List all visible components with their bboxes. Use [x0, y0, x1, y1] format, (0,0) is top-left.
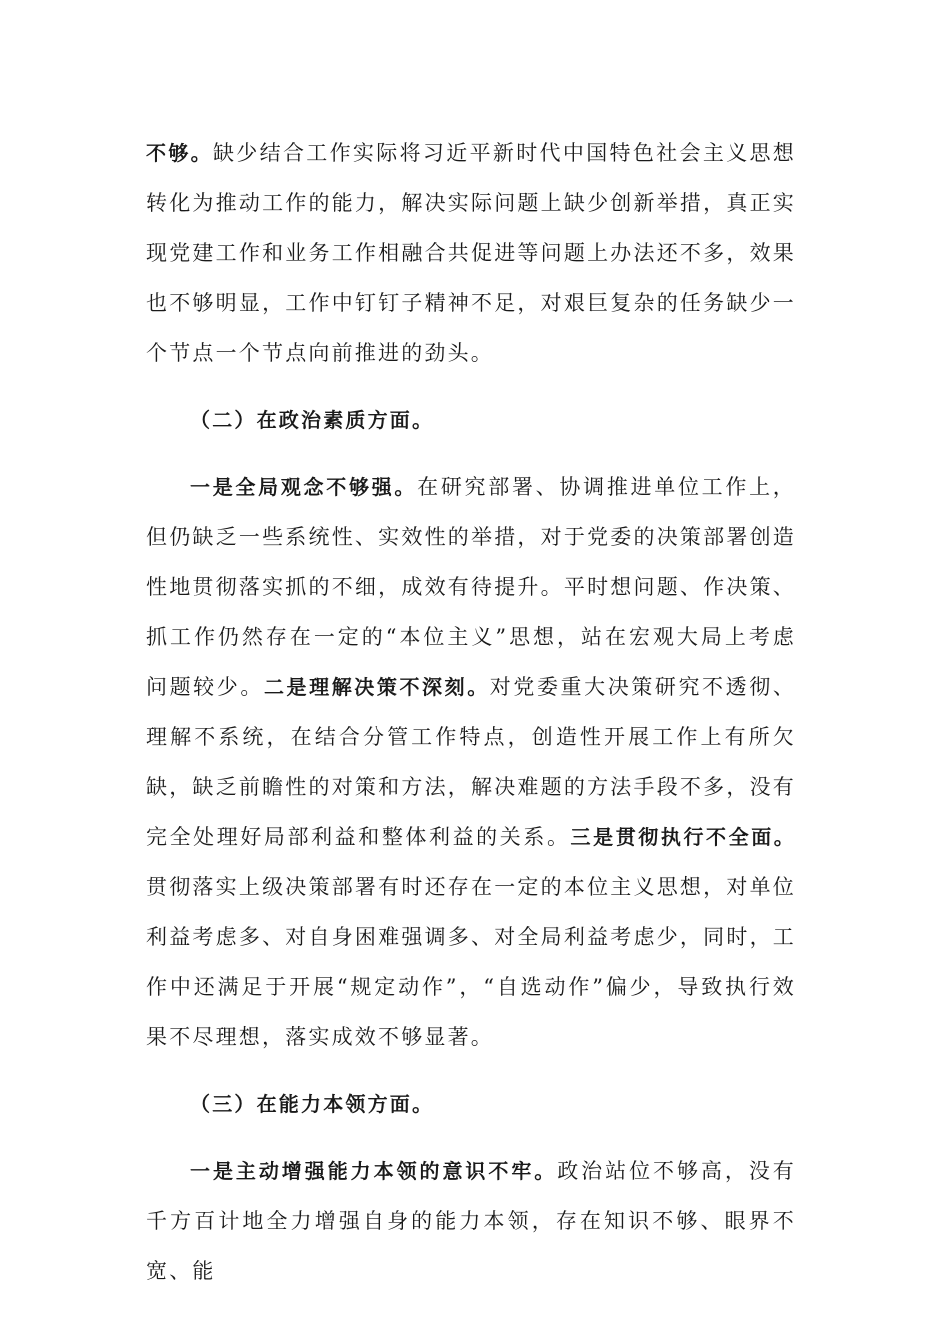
document-body	[146, 128, 796, 1313]
bold-lead-phrase: 二是理解决策不深刻。	[263, 675, 490, 699]
bold-lead-phrase: 一是全局观念不够强。	[190, 475, 418, 499]
section-heading-political-quality: （二）在政治素质方面。	[190, 408, 435, 432]
paragraph-text: 缺少结合工作实际将习近平新时代中国特色社会主义思想转化为推动工作的能力，解决实际问题上缺少创新举措，真正实现党建工作和业务工作相融合共促进等问题上办法还不多，效果也不够明显，工作中钉钉子精神不足，对艰巨复杂的任务缺少一个节点一个节点向前推进的劲头。	[146, 141, 796, 365]
paragraph-continuation	[146, 128, 796, 378]
paragraph-text: 政治站位不够高，没有千方百计地全力增强自身的能力本领，存在知识不够、眼界不宽、能	[146, 1159, 797, 1283]
paragraph-text: 在研究部署、协调推进单位工作上，但仍缺乏一些系统性、实效性的举措，对于党委的决策部署创造性地贯彻落实抓的不细，成效有待提升。平时想问题、作决策、抓工作仍然存在一定的“本位主义”思想，站在宏观大局上考虑问题较少。	[146, 475, 797, 699]
paragraph-text: 贯彻落实上级决策部署有时还存在一定的本位主义思想，对单位利益考虑多、对自身困难强调多、对全局利益考虑少，同时，工作中还满足于开展“规定动作”，“自选动作”偏少，导致执行效果不尽理想，落实成效不够显著。	[146, 875, 796, 1049]
bold-lead-phrase: 不够。	[146, 141, 213, 165]
paragraph-text: 对党委重大决策研究不透彻、理解不系统，在结合分管工作特点，创造性开展工作上有所欠缺，缺乏前瞻性的对策和方法，解决难题的方法手段不多，没有完全处理好局部利益和整体利益的关系。	[146, 675, 797, 849]
bold-lead-phrase: 一是主动增强能力本领的意识不牢。	[190, 1159, 558, 1183]
paragraph-political-quality	[146, 462, 796, 1062]
bold-lead-phrase: 三是贯彻执行不全面。	[570, 825, 796, 849]
section-heading-ability: （三）在能力本领方面。	[190, 1092, 435, 1116]
paragraph-ability	[146, 1146, 796, 1296]
